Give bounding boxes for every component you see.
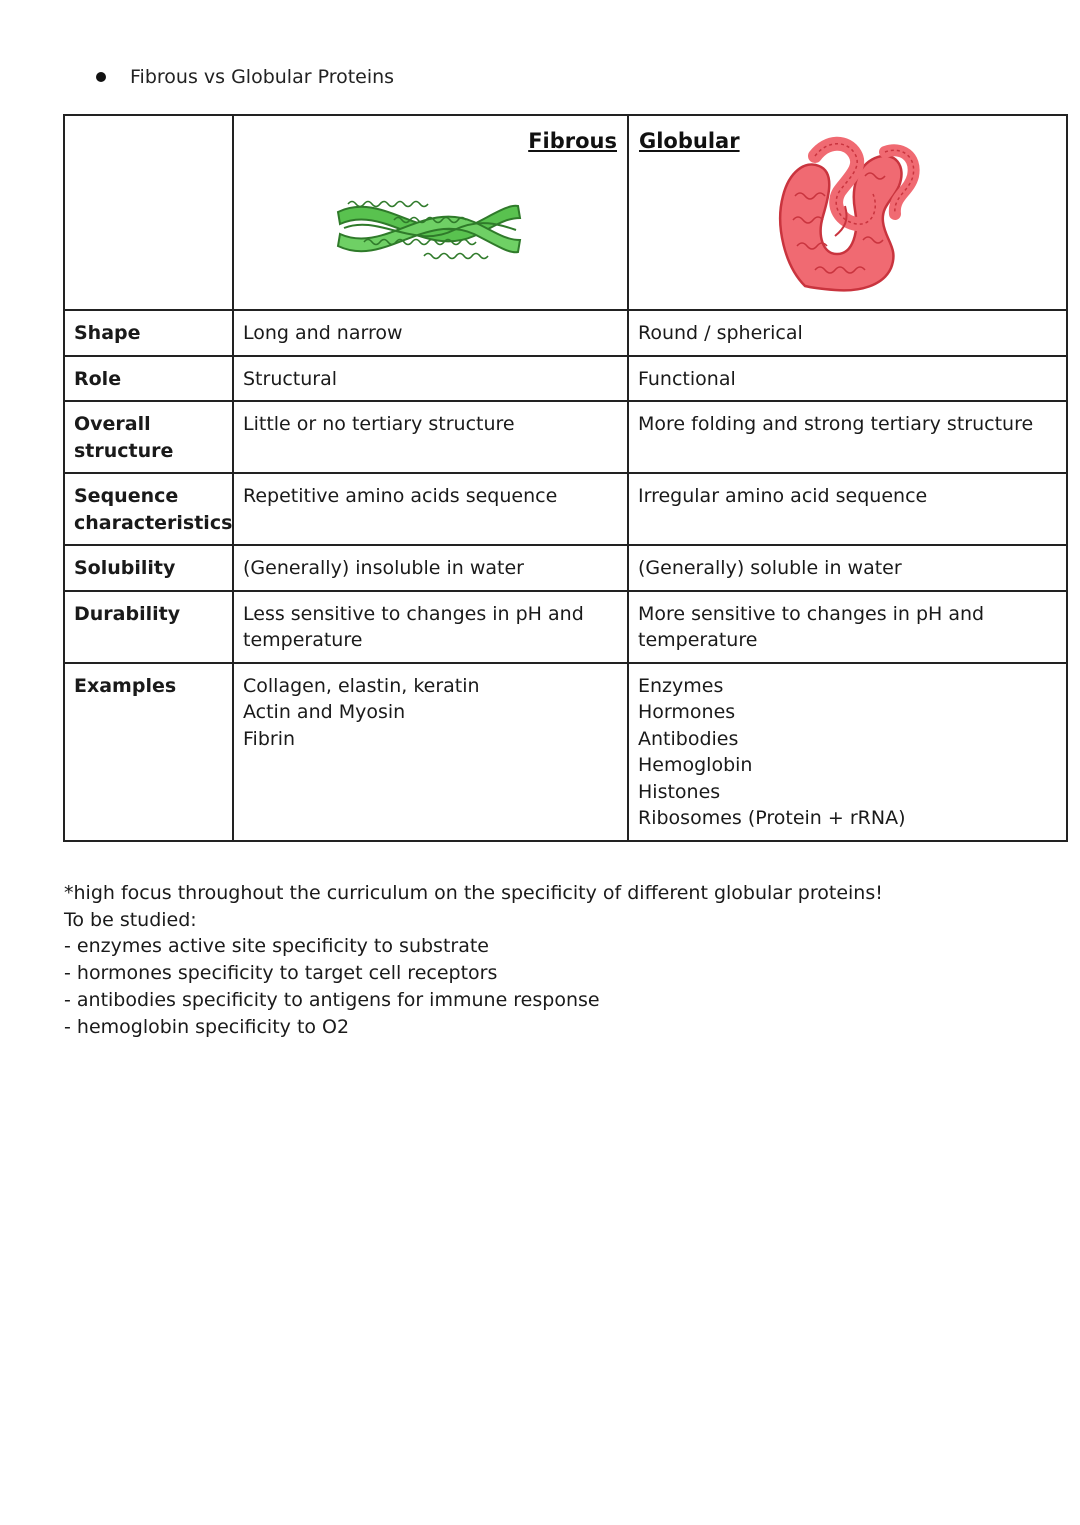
row-label: Shape xyxy=(64,310,233,356)
list-item: - antibodies specificity to antigens for immune response xyxy=(64,988,600,1011)
table-row xyxy=(64,401,1067,473)
list-item: - hormones specificity to target cell receptors xyxy=(64,962,498,985)
list-item: Ribosomes (Protein + rRNA) xyxy=(638,807,906,829)
notes-intro: *high focus throughout the curriculum on the specificity of different globular proteins! xyxy=(64,882,883,904)
row-label: Solubility xyxy=(64,545,233,591)
study-notes xyxy=(64,880,883,1040)
list-item: Hormones xyxy=(638,701,736,723)
table-row xyxy=(64,663,1067,841)
fibrous-cell: (Generally) insoluble in water xyxy=(233,545,628,591)
bullet-icon xyxy=(96,72,106,82)
globular-cell: Round / spherical xyxy=(628,310,1067,356)
list-item: Collagen, elastin, keratin xyxy=(243,674,480,697)
globular-cell: More sensitive to changes in pH and temperature xyxy=(628,591,1067,663)
row-label: Role xyxy=(64,356,233,402)
globular-cell: More folding and strong tertiary structure xyxy=(628,401,1067,473)
globular-cell: Functional xyxy=(628,356,1067,402)
list-item: Actin and Myosin xyxy=(243,701,406,723)
fibrous-cell: Little or no tertiary structure xyxy=(233,401,628,473)
list-item: Hemoglobin xyxy=(638,754,753,776)
list-item: - hemoglobin specificity to O2 xyxy=(64,1015,350,1038)
fibrous-cell: Less sensitive to changes in pH and temperature xyxy=(233,591,628,663)
fibrous-cell: Long and narrow xyxy=(233,310,628,356)
globular-protein-illustration xyxy=(775,136,925,292)
globular-cell: (Generally) soluble in water xyxy=(628,545,1067,591)
table-row xyxy=(64,473,1067,545)
list-item: Fibrin xyxy=(243,727,296,750)
globular-column-title: Globular xyxy=(639,129,740,153)
table-row xyxy=(64,591,1067,663)
heading-text: Fibrous vs Globular Proteins xyxy=(130,66,395,88)
table-row xyxy=(64,356,1067,402)
fibrous-cell: Structural xyxy=(233,356,628,402)
list-item: Histones xyxy=(638,780,721,803)
row-label: Sequence characteristics xyxy=(64,473,233,545)
globular-cell: Irregular amino acid sequence xyxy=(628,473,1067,545)
globular-header-cell xyxy=(628,115,1067,310)
list-item: Enzymes xyxy=(638,674,724,697)
list-item: - enzymes active site specificity to substrate xyxy=(64,935,489,958)
table-row xyxy=(64,310,1067,356)
comparison-table xyxy=(63,114,1068,842)
empty-corner-cell xyxy=(64,115,233,310)
fibrous-cell xyxy=(233,663,628,841)
section-heading xyxy=(96,66,394,88)
list-item: Antibodies xyxy=(638,727,739,750)
image-header-row xyxy=(64,115,1067,310)
fibrous-column-title: Fibrous xyxy=(528,129,617,153)
row-label: Durability xyxy=(64,591,233,663)
notes-subheading: To be studied: xyxy=(64,908,197,931)
fibrous-header-cell xyxy=(233,115,628,310)
fibrous-protein-illustration xyxy=(334,194,524,266)
table-row xyxy=(64,545,1067,591)
fibrous-cell: Repetitive amino acids sequence xyxy=(233,473,628,545)
row-label: Examples xyxy=(64,663,233,841)
row-label: Overall structure xyxy=(64,401,233,473)
globular-cell xyxy=(628,663,1067,841)
